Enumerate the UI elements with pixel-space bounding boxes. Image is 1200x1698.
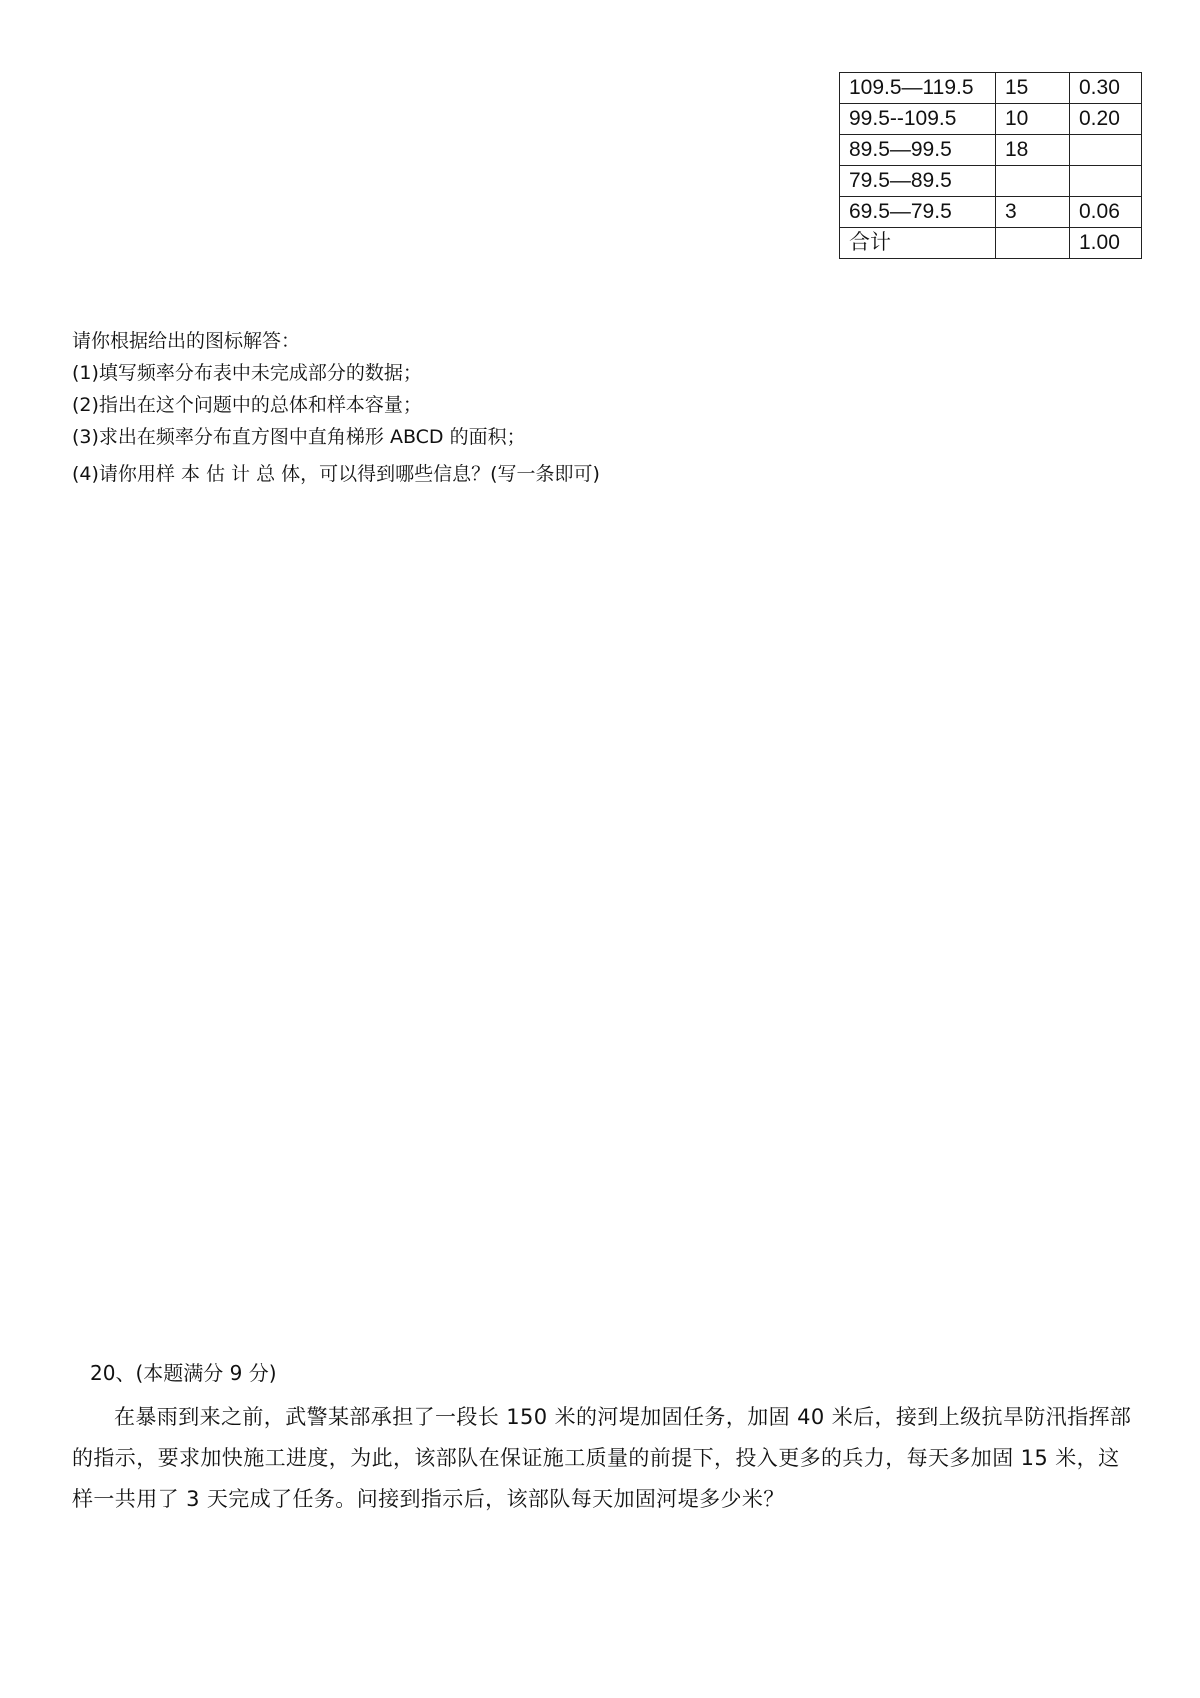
table-cell: 1.00 (1070, 228, 1142, 259)
table-cell: 69.5—79.5 (840, 197, 996, 228)
table-row (840, 197, 1142, 228)
table-cell: 0.06 (1070, 197, 1142, 228)
table-cell (996, 228, 1070, 259)
table-cell: 10 (996, 104, 1070, 135)
question-19-part-4: (4)请你用样 本 估 计 总 体，可以得到哪些信息？(写一条即可) (72, 463, 600, 485)
table-cell: 0.30 (1070, 73, 1142, 104)
table-cell: 109.5—119.5 (840, 73, 996, 104)
question-19-part-1: (1)填写频率分布表中未完成部分的数据； (72, 362, 422, 384)
table-cell: 3 (996, 197, 1070, 228)
table-row (840, 135, 1142, 166)
table-row (840, 166, 1142, 197)
question-19-part-3: (3)求出在频率分布直方图中直角梯形 ABCD 的面积； (72, 426, 526, 448)
table-cell: 89.5—99.5 (840, 135, 996, 166)
table-cell: 18 (996, 135, 1070, 166)
question-19 (72, 325, 600, 490)
cropped-text-marks (72, 503, 392, 504)
table-cell (1070, 166, 1142, 197)
table-cell: 15 (996, 73, 1070, 104)
question-20-title: 20、(本题满分 9 分) (90, 1361, 277, 1385)
table-row (840, 73, 1142, 104)
table-cell: 99.5--109.5 (840, 104, 996, 135)
cropped-text-remnant (72, 495, 392, 504)
table-cell (996, 166, 1070, 197)
table-cell: 0.20 (1070, 104, 1142, 135)
table-row (840, 228, 1142, 259)
question-19-intro: 请你根据给出的图标解答： (72, 330, 301, 352)
table-cell (1070, 135, 1142, 166)
table-row (840, 104, 1142, 135)
question-20-body: 在暴雨到来之前，武警某部承担了一段长 150 米的河堤加固任务，加固 40 米后，接到上级抗旱防汛指挥部的指示，要求加快施工进度，为此，该部队在保证施工质量的前提下，投入更多的兵力，每天多加固 15 米，这样一共用了 3 天完成了任务。问接到指示后，该部队每天加固河堤多少米？ (72, 1405, 1132, 1511)
frequency-table (839, 72, 1142, 259)
question-19-part-2: (2)指出在这个问题中的总体和样本容量； (72, 394, 422, 416)
table-cell: 79.5—89.5 (840, 166, 996, 197)
table-cell: 合计 (840, 228, 996, 259)
